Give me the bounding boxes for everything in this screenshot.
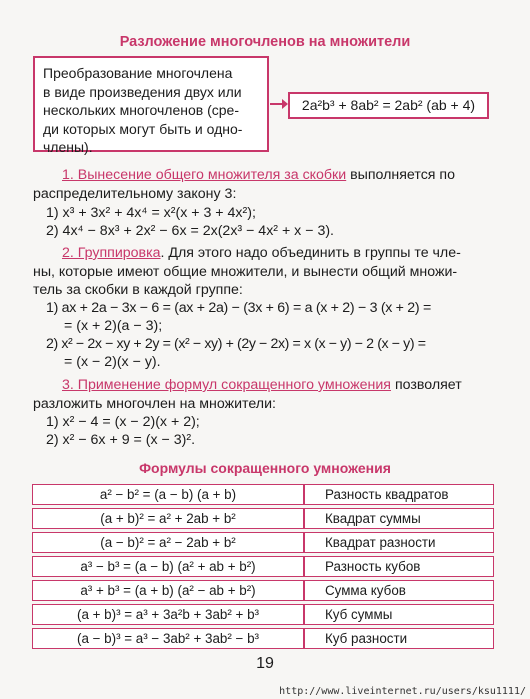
section2-item-1: 1) ax + 2a − 3x − 6 = (ax + 2a) − (3x + 6) = a (x + 2) − 3 (x + 2) =: [46, 300, 431, 316]
section2-line1: [62, 244, 461, 262]
section3-item-1: 1) x² − 4 = (x − 2)(x + 2);: [46, 414, 200, 430]
section1-line1: [62, 166, 455, 184]
formula-name-cell: Квадрат разности: [304, 532, 494, 553]
formulas-title: Формулы сокращенного умножения: [139, 460, 391, 476]
formula-cell: (a + b)² = a² + 2ab + b²: [32, 508, 304, 529]
section1-line2: распределительному закону 3:: [33, 186, 237, 202]
section2-text: . Для этого надо объединить в группы те чле-: [160, 245, 461, 261]
definition-line: Преобразование многочлена: [43, 65, 233, 81]
table-row: [32, 556, 494, 577]
definition-line: члены).: [43, 139, 93, 156]
formula-cell: a³ + b³ = (a + b) (a² − ab + b²): [32, 580, 304, 601]
section1-item-2: 2) 4x⁴ − 8x³ + 2x² − 6x = 2x(2x³ − 4x² + x − 3).: [46, 223, 334, 239]
section3-line1: [62, 376, 462, 394]
formula-name-cell: Разность квадратов: [304, 484, 494, 505]
section1-text: выполняется по: [346, 167, 455, 183]
table-row: [32, 628, 494, 649]
example-equation: 2a²b³ + 8ab² = 2ab² (ab + 4): [301, 97, 476, 113]
formulas-table: [32, 481, 494, 652]
section3-text: позволяет: [391, 377, 462, 393]
definition-line: ди которых могут быть и одно-: [43, 120, 243, 137]
definition-box: [33, 56, 269, 156]
table-row: [32, 604, 494, 625]
formula-name-cell: Квадрат суммы: [304, 508, 494, 529]
definition-line: нескольких многочленов (сре-: [43, 102, 239, 119]
section2-item-2-cont: = (x − 2)(x − y).: [64, 354, 161, 370]
definition-line: в виде произведения двух или: [43, 83, 242, 100]
formula-name-cell: Сумма кубов: [304, 580, 494, 601]
table-row: [32, 532, 494, 553]
formula-cell: (a − b)³ = a³ − 3ab² + 3ab² − b³: [32, 628, 304, 649]
page-number: 19: [256, 655, 274, 672]
table-row: [32, 508, 494, 529]
section2-item-2: 2) x² − 2x − xy + 2y = (x² − xy) + (2y − 2x) = x (x − y) − 2 (x − y) =: [46, 336, 426, 352]
formula-cell: (a − b)² = a² − 2ab + b²: [32, 532, 304, 553]
table-row: [32, 484, 494, 505]
table-row: [32, 580, 494, 601]
arrow-icon: [270, 103, 284, 105]
section2-heading: 2. Группировка: [62, 245, 161, 261]
page-title: Разложение многочленов на множители: [119, 34, 411, 50]
formula-cell: a² − b² = (a − b) (a + b): [32, 484, 304, 505]
formula-name-cell: Куб разности: [304, 628, 494, 649]
section3-heading: 3. Применение формул сокращенного умножения: [62, 377, 391, 393]
section2-item-1-cont: = (x + 2)(a − 3);: [64, 318, 163, 334]
example-equation-box: [288, 92, 489, 119]
section1-heading: 1. Вынесение общего множителя за скобки: [62, 167, 347, 183]
formula-cell: (a + b)³ = a³ + 3a²b + 3ab² + b³: [32, 604, 304, 625]
section1-item-1: 1) x³ + 3x² + 4x⁴ = x²(x + 3 + 4x²);: [46, 205, 256, 221]
section2-line3: тель за скобки в каждой группе:: [33, 282, 243, 298]
formula-name-cell: Куб суммы: [304, 604, 494, 625]
formula-name-cell: Разность кубов: [304, 556, 494, 577]
watermark: http://www.liveinternet.ru/users/ksu1111/: [279, 686, 526, 697]
formula-cell: a³ − b³ = (a − b) (a² + ab + b²): [32, 556, 304, 577]
section2-line2: ны, которые имеют общие множители, и вынести общий множи-: [33, 264, 458, 280]
section3-line2: разложить многочлен на множители:: [33, 396, 276, 412]
section3-item-2: 2) x² − 6x + 9 = (x − 3)².: [46, 432, 196, 448]
